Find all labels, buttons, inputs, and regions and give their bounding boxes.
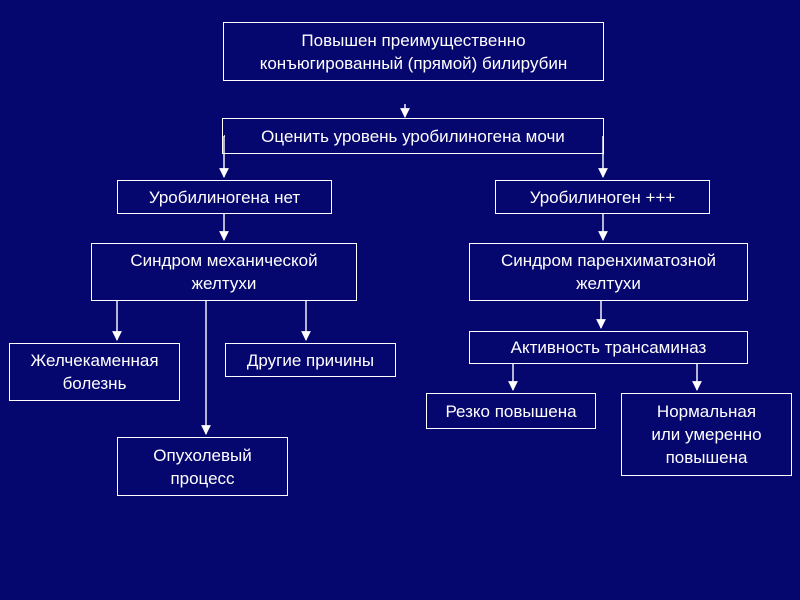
other-causes-label: Другие причины	[246, 350, 375, 370]
left-urobilinogen-label: Уробилиногена нет	[148, 187, 301, 207]
left-urobilinogen-node	[117, 180, 332, 214]
other-causes-node	[225, 343, 396, 377]
right-urobilinogen-node	[495, 180, 710, 214]
gallstone-node	[9, 343, 180, 401]
assess-label: Оценить уровень уробилиногена мочи	[261, 126, 565, 146]
mechanical-syndrome-node	[91, 243, 357, 301]
root-line2: конъюгированный (прямой) билирубин	[259, 53, 568, 73]
tumor-node	[117, 437, 288, 496]
sharply-increased-node	[426, 393, 596, 429]
gallstone-line2: болезнь	[62, 374, 127, 393]
tumor-line1: Опухолевый	[153, 445, 252, 465]
gallstone-line1: Желчекаменная	[30, 351, 159, 370]
mechanical-syndrome-line1: Синдром механической	[130, 251, 318, 270]
sharply-increased-label: Резко повышена	[445, 401, 577, 421]
assess-node	[222, 118, 604, 154]
right-urobilinogen-label: Уробилиноген +++	[529, 187, 676, 207]
normal-moderate-line3: повышена	[665, 448, 748, 467]
normal-moderate-line1: Нормальная	[656, 402, 757, 421]
parenchymal-syndrome-line2: желтухи	[576, 274, 641, 293]
mechanical-syndrome-line2: желтухи	[191, 274, 257, 293]
normal-moderate-node	[621, 393, 792, 476]
root-node	[223, 22, 604, 81]
tumor-line2: процесс	[170, 468, 235, 488]
parenchymal-syndrome-line1: Синдром паренхиматозной	[500, 251, 717, 270]
transaminase-label: Активность трансаминаз	[510, 338, 707, 357]
transaminase-node	[469, 331, 748, 364]
root-line1: Повышен преимущественно	[301, 30, 526, 50]
normal-moderate-line2: или умеренно	[651, 425, 762, 444]
parenchymal-syndrome-node	[469, 243, 748, 301]
